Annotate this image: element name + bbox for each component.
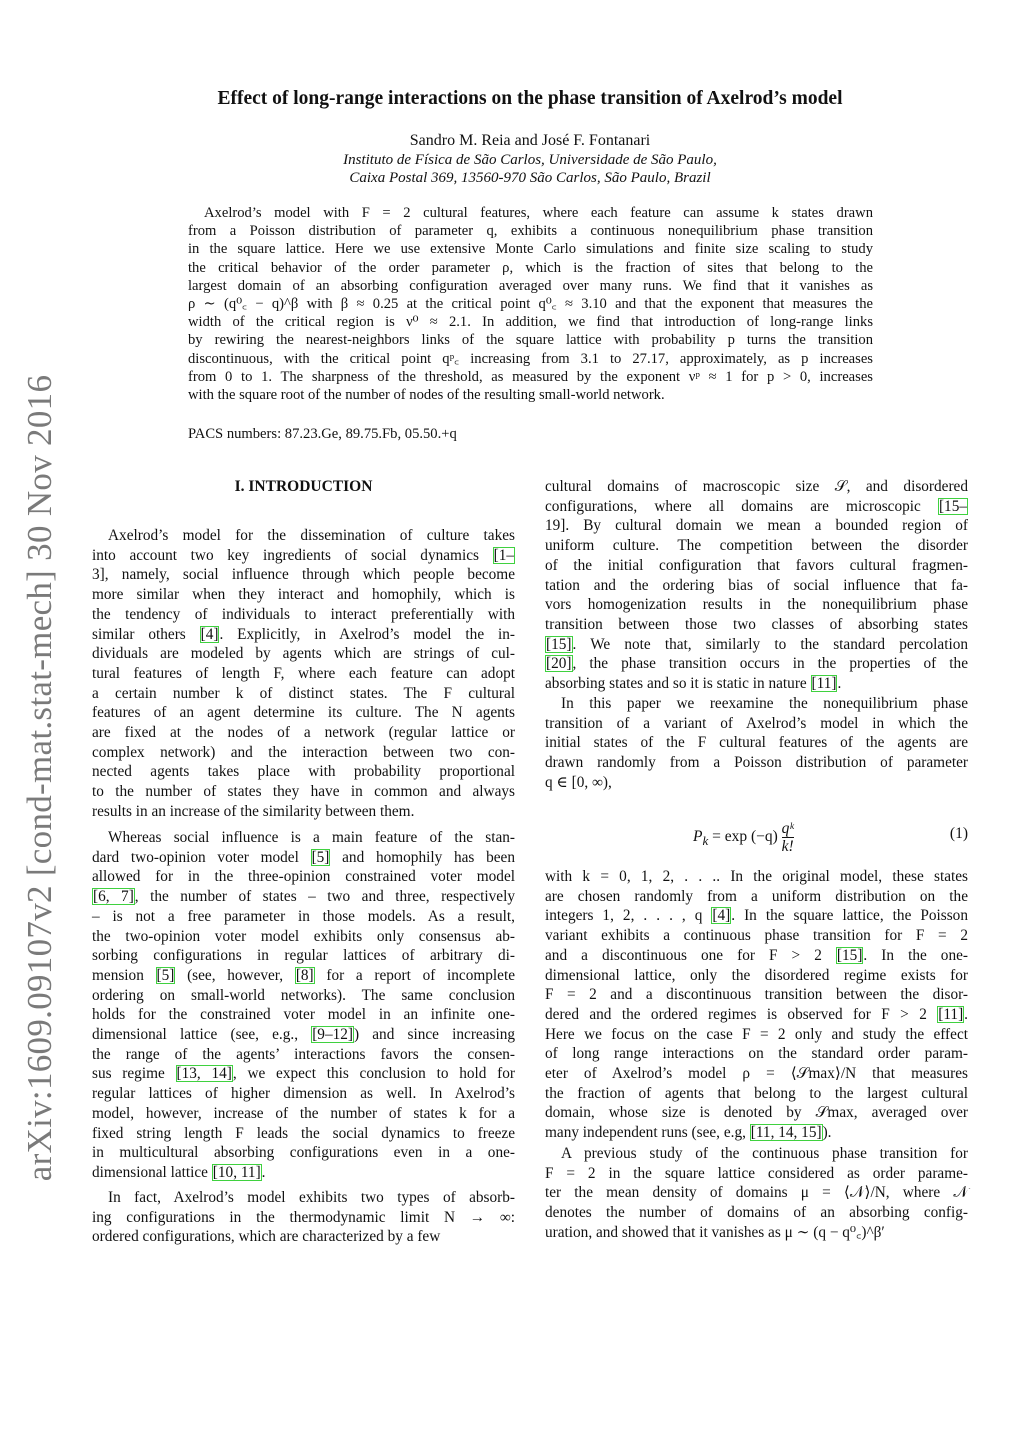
citation-link[interactable]: [15] (836, 946, 863, 964)
abstract (188, 204, 873, 404)
pacs-numbers: PACS numbers: 87.23.Ge, 89.75.Fb, 05.50.+q (188, 426, 457, 442)
paragraph (545, 694, 968, 793)
text-line: uniform culture. The competition between the disorder (545, 537, 968, 555)
paragraph (545, 867, 968, 1143)
text-line: width of the critical region is ν⁰ ≈ 2.1. In addition, we find that introduction of long-range links (188, 314, 873, 331)
text-line: ing configurations in the thermodynamic limit N → ∞: (92, 1208, 515, 1226)
text-line: dimensional lattice [10, 11]. (92, 1163, 266, 1181)
citation-link[interactable]: [9–12] (312, 1026, 353, 1044)
text-line: ordering on small-world networks). The same conclusion (92, 986, 515, 1004)
text-line: from a Poisson distribution of parameter q, exhibits a continuous nonequilibrium phase transition (188, 223, 873, 240)
text-line: features of an agent determine its culture. The N agents (92, 704, 515, 722)
citation-link[interactable]: [1– (493, 546, 514, 564)
text-line: the tendency of individuals to interact preferentially with (92, 605, 515, 623)
text-line: discontinuous, with the critical point qᵖ꜀ increasing from 3.1 to 27.17, approximately, as p increases (188, 350, 873, 367)
text-line: initial states of the F cultural features of the agents are (545, 734, 968, 752)
text-line: dividuals are modeled by agents which are strings of cul- (92, 645, 515, 663)
text-line: sorbing configurations in regular lattices of arbitrary di- (92, 947, 515, 965)
text-line: In fact, Axelrod’s model exhibits two types of absorb- (108, 1189, 515, 1206)
text-line: dimensional lattice, only the disordered regime exists for (545, 966, 968, 984)
text-line: regular lattices of higher dimension as well. In Axelrod’s (92, 1085, 515, 1103)
text-line: of the initial configuration that favors cultural fragmen- (545, 556, 968, 574)
citation-link[interactable]: [5] (311, 848, 330, 866)
text-line: uration, and showed that it vanishes as μ ∼ (q − q⁰꜀)^β′ (545, 1223, 885, 1241)
text-line: dimensional lattice (see, e.g., [9–12]) and since increasing (92, 1026, 515, 1044)
text-line: tation and the ordering bias of social influence that fa- (545, 576, 968, 594)
paragraph (545, 477, 968, 694)
citation-link[interactable]: [11] (811, 675, 837, 693)
text-line: nected agents takes place with probability proportional (92, 763, 515, 781)
text-line: of long range interactions on the standard order param- (545, 1045, 968, 1063)
denominator: k! (781, 838, 794, 855)
citation-link[interactable]: [6, 7] (93, 888, 134, 906)
text-line: [20], the phase transition occurs in the properties of the (546, 655, 968, 673)
text-line: Whereas social influence is a main feature of the stan- (108, 829, 515, 846)
text-line: A previous study of the continuous phase transition for (561, 1145, 968, 1162)
text-line: results in an increase of the similarity between them. (92, 802, 415, 820)
text-line: variant exhibits a continuous phase transition for F = 2 (545, 927, 968, 945)
citation-link[interactable]: [15] (546, 635, 572, 653)
text-line: Axelrod’s model for the dissemination of culture takes (108, 527, 515, 544)
text-line: ρ ∼ (q⁰꜀ − q)^β with β ≈ 0.25 at the critical point q⁰꜀ ≈ 3.10 and that the exponent that measures the (188, 296, 873, 313)
text-line: domain, whose size is denoted by 𝒮max, averaged over (545, 1104, 968, 1122)
citation-link[interactable]: [5] (156, 966, 175, 984)
text-line: F = 2 and a discontinuous transition between the disor- (545, 986, 968, 1004)
text-line: dard two-opinion voter model [5] and homophily has been (92, 848, 515, 866)
citation-link[interactable]: [11, 14, 15] (750, 1124, 822, 1142)
text-line: model, however, increase of the number of states k for a (92, 1104, 515, 1122)
authors: Sandro M. Reia and José F. Fontanari (409, 132, 651, 149)
text-line: integers 1, 2, . . . , q [4]. In the square lattice, the Poisson (545, 907, 968, 925)
citation-link[interactable]: [4] (200, 625, 219, 643)
text-line: many independent runs (see, e.g, [11, 14, 15]). (545, 1124, 832, 1142)
citation-link[interactable]: [13, 14] (176, 1065, 232, 1083)
text-line: F = 2 in the square lattice considered as order parame- (545, 1164, 968, 1182)
text-line: complex network) and the interaction between two con- (92, 743, 515, 761)
text-line: to the number of states they have in common and always (92, 783, 515, 801)
text-line: q ∈ [0, ∞), (545, 773, 612, 791)
text-line: transition between those two classes of absorbing states (545, 615, 968, 633)
paragraph (92, 526, 515, 822)
text-line: In this paper we reexamine the nonequilibrium phase (561, 695, 968, 712)
text-line: allowed for in the three-opinion constrained voter model (92, 868, 515, 886)
text-line: 3], namely, social influence through which people become (92, 566, 515, 584)
text-line: a certain number k of distinct states. The F cultural (92, 684, 515, 702)
affiliation-line-2: Caixa Postal 369, 13560-970 São Carlos, São Paulo, Brazil (349, 170, 711, 186)
text-line: transition of a variant of Axelrod’s model in which the (545, 714, 968, 732)
text-line: are chosen randomly from a uniform distribution on the (545, 887, 968, 905)
arxiv-identifier[interactable]: arXiv:1609.09107v2 [cond-mat.stat-mech] 30 Nov 2016 (20, 374, 59, 1182)
text-line: largest domain of an absorbing configuration averaged over many runs. We find that it vanishes as (188, 277, 873, 294)
text-line: Here we focus on the case F = 2 only and study the effect (545, 1025, 968, 1043)
text-line: mension [5] (see, however, [8] for a report of incomplete (92, 966, 515, 984)
equation-lhs: P (693, 828, 703, 846)
text-line: denotes the number of domains of an absorbing config- (545, 1204, 968, 1222)
affiliation-line-1: Instituto de Física de São Carlos, Universidade de São Paulo, (343, 152, 717, 168)
text-line: are fixed at the nodes of a network (regular lattice or (92, 724, 515, 742)
citation-link[interactable]: [4] (712, 907, 731, 925)
text-line: 19]. By cultural domain we mean a bounded region of (545, 517, 968, 535)
fraction (782, 820, 794, 855)
text-line: Axelrod’s model with F = 2 cultural features, where each feature can assume k states drawn (204, 205, 873, 221)
text-line: configurations, where all domains are microscopic [15– (545, 497, 967, 515)
equation-subscript: k (702, 833, 709, 849)
text-line: in the square lattice. Here we use extensive Monte Carlo simulations and finite size scaling to study (188, 241, 873, 258)
paragraph (545, 1144, 968, 1243)
text-line: similar others [4]. Explicitly, in Axelrod’s model the in- (92, 625, 515, 643)
text-line: – is not a free parameter in those models. As a result, (92, 907, 515, 925)
text-line: [15]. We note that, similarly to the standard percolation (546, 635, 968, 653)
citation-link[interactable]: [20] (546, 655, 572, 673)
citation-link[interactable]: [10, 11] (212, 1163, 261, 1181)
text-line: the two-opinion voter model exhibits only consensus ab- (92, 927, 515, 945)
equation-number: (1) (949, 825, 968, 842)
paragraph (92, 1188, 515, 1247)
text-line: into account two key ingredients of social dynamics [1– (92, 546, 514, 564)
text-line: ordered configurations, which are characterized by a few (92, 1228, 441, 1246)
equation-1 (545, 812, 968, 855)
text-line: in multicultural absorbing configurations even in a one- (92, 1144, 515, 1162)
text-line: sus regime [13, 14], we expect this conclusion to hold for (92, 1065, 515, 1083)
numerator: qᵏ (781, 820, 794, 837)
section-heading: I. INTRODUCTION (234, 478, 373, 495)
text-line: the range of the agents’ interactions favors the consen- (92, 1045, 515, 1063)
text-line: from 0 to 1. The sharpness of the threshold, as measured by the exponent νᵖ ≈ 1 for p > 0, increases (188, 368, 873, 385)
text-line: more similar when they interact and homophily, which is (92, 586, 515, 604)
text-line: dered and the ordered regimes is observed for F > 2 [11]. (545, 1005, 968, 1023)
paragraph (92, 828, 515, 1183)
text-line: with the square root of the number of nodes of the resulting small-world network. (188, 387, 665, 404)
citation-link[interactable]: [8] (295, 966, 314, 984)
citation-link[interactable]: [15– (938, 497, 967, 515)
text-line: fixed string length F leads the social dynamics to freeze (92, 1124, 515, 1142)
text-line: the critical behavior of the order parameter ρ, which is the fraction of sites that belong to the (188, 259, 873, 276)
text-line: drawn randomly from a Poisson distribution of parameter (545, 754, 968, 772)
text-line: the fraction of agents that belong to the largest cultural (545, 1084, 968, 1102)
text-line: holds for the constrained voter model in an infinite one- (92, 1006, 515, 1024)
text-line: by rewiring the nearest-neighbors links of the square lattice with probability p turns the transition (188, 332, 873, 349)
text-line: tural features of length F, where each feature can adopt (92, 664, 515, 682)
equation-middle: = exp (−q) (708, 828, 782, 846)
text-line: cultural domains of macroscopic size 𝒮, and disordered (545, 478, 968, 495)
text-line: and a discontinuous one for F > 2 [15]. In the one- (545, 946, 968, 964)
paper-title: Effect of long-range interactions on the phase transition of Axelrod’s model (217, 88, 843, 109)
text-line: with k = 0, 1, 2, . . .. In the original model, these states (545, 868, 968, 885)
text-line: eter of Axelrod’s model ρ = ⟨𝒮max⟩/N that measures (545, 1065, 968, 1083)
text-line: [6, 7], the number of states – two and three, respectively (93, 888, 515, 906)
text-line: vors homogenization results in the nonequilibrium phase (545, 596, 968, 614)
citation-link[interactable]: [11] (938, 1005, 964, 1023)
text-line: ter the mean density of domains μ = ⟨𝒩⟩/N, where 𝒩 (545, 1184, 968, 1202)
text-line: absorbing states and so it is static in nature [11]. (545, 675, 842, 693)
